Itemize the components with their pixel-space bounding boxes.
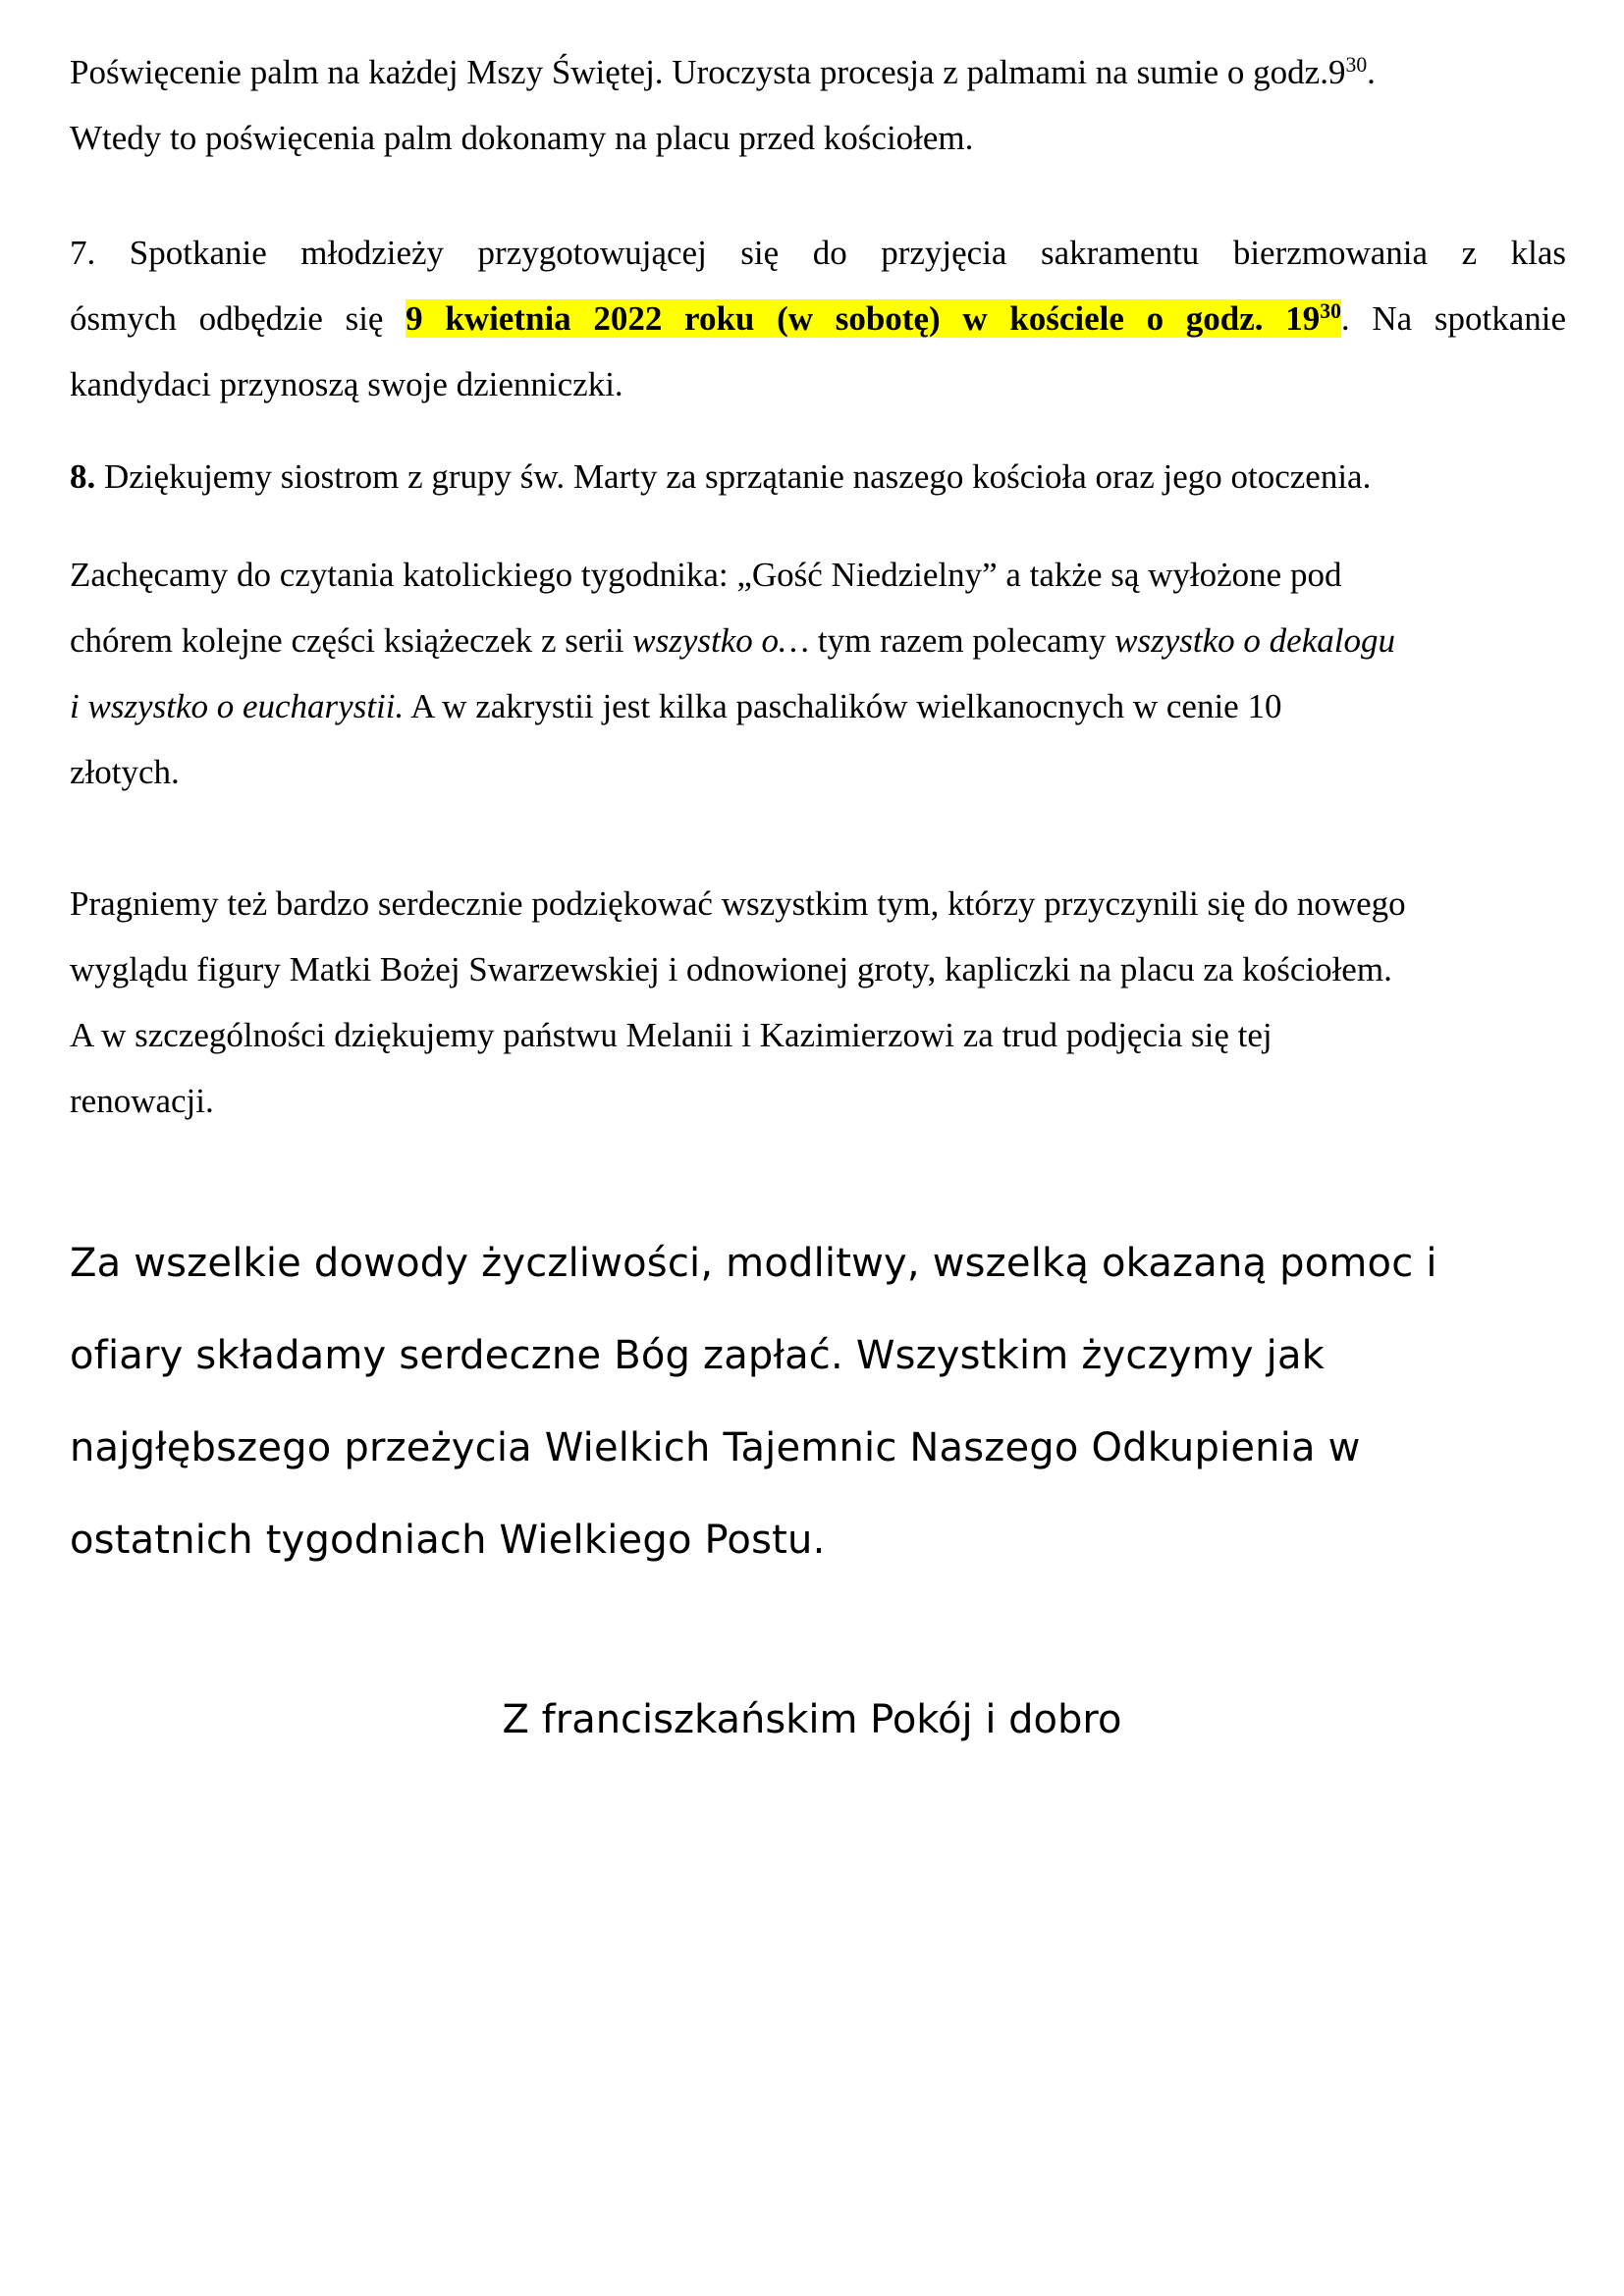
thanks-paragraph — [70, 871, 1566, 1134]
thanks-line-4: renowacji. — [70, 1082, 214, 1120]
thanks-line-3: A w szczególności dziękujemy państwu Melanii i Kazimierzowi za trud podjęcia się tej — [70, 1016, 1272, 1054]
item-7-line-2-pre: ósmych odbędzie się — [70, 299, 406, 338]
blessing-line-4: ostatnich tygodniach Wielkiego Postu. — [70, 1518, 826, 1563]
item-8-line — [70, 444, 1566, 509]
confirmation-date-highlight — [406, 299, 1341, 338]
palm-blessing-period: . — [1367, 53, 1376, 91]
palm-blessing-text: Poświęcenie palm na każdej Mszy Świętej. Uroczysta procesja z palmami na sumie o godz.9 — [70, 53, 1346, 91]
reading-line-3 — [70, 673, 1566, 739]
palm-blessing-time-sup: 30 — [1345, 53, 1368, 78]
thanks-line-1: Pragniemy też bardzo serdecznie podziękować wszystkim tym, którzy przyczynili się do nowego — [70, 884, 1406, 923]
reading-line-2-mid: tym razem polecamy — [809, 621, 1115, 660]
confirmation-time-sup: 30 — [1320, 299, 1341, 324]
palm-blessing-paragraph — [70, 39, 1566, 171]
item-7-line-2 — [70, 286, 1566, 351]
blessing-line-2: ofiary składamy serdeczne Bóg zapłać. Wszystkim życzymy jak — [70, 1333, 1326, 1378]
item-7-line-3: kandydaci przynoszą swoje dzienniczki. — [70, 365, 623, 403]
booklet-title-dekalog: wszystko o dekalogu — [1114, 621, 1395, 660]
item-7-line-1: 7. Spotkanie młodzieży przygotowującej się do przyjęcia sakramentu bierzmowania z klas — [70, 234, 1566, 272]
blessing-paragraph — [70, 1217, 1566, 1586]
reading-line-1: Zachęcamy do czytania katolickiego tygodnika: „Gość Niedzielny” a także są wyłożone pod — [70, 556, 1342, 594]
item-8-number: 8. — [70, 457, 96, 496]
closing-greeting: Z franciszkańskim Pokój i dobro — [502, 1697, 1122, 1742]
thanks-line-2: wyglądu figury Matki Bożej Swarzewskiej i odnowionej groty, kapliczki na placu za kościołem. — [70, 950, 1392, 988]
item-8-text: Dziękujemy siostrom z grupy św. Marty za sprzątanie naszego kościoła oraz jego otoczenia. — [95, 457, 1372, 496]
reading-paragraph — [70, 542, 1566, 805]
palm-blessing-line-2: Wtedy to poświęcenia palm dokonamy na placu przed kościołem. — [70, 119, 974, 157]
item-7-line-2-post: . Na spotkanie — [1340, 299, 1566, 338]
reading-line-3-post: A w zakrystii jest kilka paschalików wielkanocnych w cenie 10 — [404, 687, 1282, 725]
confirmation-date-text: 9 kwietnia 2022 roku (w sobotę) w kościele o godz. 19 — [406, 299, 1321, 338]
item-8-paragraph — [70, 444, 1566, 509]
series-title: wszystko o… — [632, 621, 810, 660]
blessing-line-1: Za wszelkie dowody życzliwości, modlitwy, wszelką okazaną pomoc i — [70, 1241, 1437, 1286]
item-7-paragraph — [70, 220, 1566, 417]
reading-line-2 — [70, 608, 1566, 673]
blessing-line-3: najgłębszego przeżycia Wielkich Tajemnic Naszego Odkupienia w — [70, 1425, 1361, 1470]
reading-line-2-pre: chórem kolejne części książeczek z serii — [70, 621, 633, 660]
booklet-title-eucharystia: i wszystko o eucharystii. — [70, 687, 405, 725]
reading-line-4: złotych. — [70, 753, 180, 791]
palm-blessing-line-1 — [70, 39, 1566, 105]
